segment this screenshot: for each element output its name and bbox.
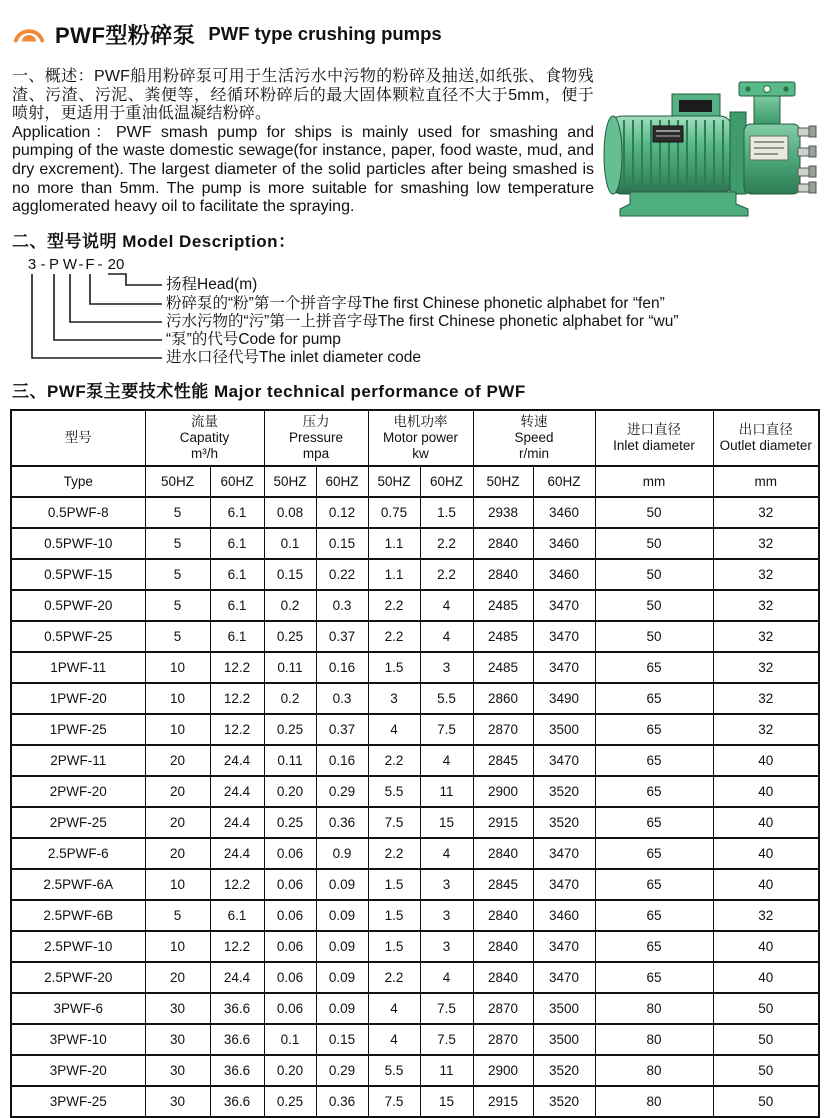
value-cell: 3490 bbox=[533, 683, 595, 714]
value-cell: 2485 bbox=[473, 621, 533, 652]
value-cell: 2845 bbox=[473, 869, 533, 900]
value-cell: 50 bbox=[595, 559, 713, 590]
value-cell: 30 bbox=[145, 993, 210, 1024]
value-cell: 0.9 bbox=[316, 838, 368, 869]
value-cell: 0.11 bbox=[264, 652, 316, 683]
value-cell: 5.5 bbox=[368, 776, 420, 807]
value-cell: 0.20 bbox=[264, 776, 316, 807]
value-cell: 24.4 bbox=[210, 838, 264, 869]
value-cell: 65 bbox=[595, 745, 713, 776]
value-cell: 65 bbox=[595, 869, 713, 900]
value-cell: 5 bbox=[145, 528, 210, 559]
value-cell: 0.12 bbox=[316, 497, 368, 528]
col-header-model: 型号 bbox=[11, 410, 145, 466]
value-cell: 0.3 bbox=[316, 683, 368, 714]
value-cell: 36.6 bbox=[210, 1055, 264, 1086]
value-cell: 0.75 bbox=[368, 497, 420, 528]
value-cell: 40 bbox=[713, 776, 819, 807]
value-cell: 3470 bbox=[533, 962, 595, 993]
value-cell: 4 bbox=[368, 714, 420, 745]
value-cell: 2845 bbox=[473, 745, 533, 776]
col-header-outlet-diameter: 出口直径 Outlet diameter bbox=[713, 410, 819, 466]
value-cell: 24.4 bbox=[210, 807, 264, 838]
model-cell: 3PWF-25 bbox=[11, 1086, 145, 1117]
model-cell: 3PWF-20 bbox=[11, 1055, 145, 1086]
value-cell: 36.6 bbox=[210, 1024, 264, 1055]
value-cell: 1.5 bbox=[368, 900, 420, 931]
value-cell: 10 bbox=[145, 931, 210, 962]
value-cell: 40 bbox=[713, 807, 819, 838]
value-cell: 0.25 bbox=[264, 621, 316, 652]
value-cell: 2870 bbox=[473, 993, 533, 1024]
sub-header-inlet-mm: mm bbox=[595, 466, 713, 497]
value-cell: 2840 bbox=[473, 528, 533, 559]
value-cell: 1.1 bbox=[368, 559, 420, 590]
overview-text-en: Application：PWF smash pump for ships is mainly used for smashing and pumping of the waste domestic sewage(for instance, paper, food waste, mud, and dry excrement). The largest diameter of the solid particles after being smashed is no more than 5mm. The pump is more suitable for smashing low temperature agglomerated heavy oil to facilitate the spraying. bbox=[12, 123, 594, 216]
model-cell: 2.5PWF-6 bbox=[11, 838, 145, 869]
value-cell: 2.2 bbox=[368, 745, 420, 776]
table-row bbox=[11, 683, 819, 714]
col-header-inlet-diameter: 进口直径 Inlet diameter bbox=[595, 410, 713, 466]
value-cell: 30 bbox=[145, 1055, 210, 1086]
pump-illustration bbox=[600, 76, 820, 218]
value-cell: 3 bbox=[420, 900, 473, 931]
value-cell: 20 bbox=[145, 745, 210, 776]
table-row bbox=[11, 869, 819, 900]
value-cell: 0.25 bbox=[264, 807, 316, 838]
value-cell: 0.1 bbox=[264, 528, 316, 559]
value-cell: 1.1 bbox=[368, 528, 420, 559]
value-cell: 3 bbox=[420, 869, 473, 900]
value-cell: 12.2 bbox=[210, 931, 264, 962]
model-cell: 2.5PWF-6A bbox=[11, 869, 145, 900]
performance-heading: 三、PWF泵主要技术性能 Major technical performance of PWF bbox=[12, 381, 526, 401]
value-cell: 80 bbox=[595, 1024, 713, 1055]
value-cell: 6.1 bbox=[210, 528, 264, 559]
value-cell: 2840 bbox=[473, 931, 533, 962]
performance-table bbox=[10, 409, 820, 1118]
table-row bbox=[11, 931, 819, 962]
value-cell: 4 bbox=[420, 745, 473, 776]
value-cell: 5 bbox=[145, 559, 210, 590]
model-code-char: F bbox=[85, 255, 95, 273]
value-cell: 3 bbox=[420, 652, 473, 683]
value-cell: 0.09 bbox=[316, 962, 368, 993]
value-cell: 20 bbox=[145, 807, 210, 838]
table-row bbox=[11, 838, 819, 869]
value-cell: 3470 bbox=[533, 621, 595, 652]
value-cell: 2840 bbox=[473, 962, 533, 993]
value-cell: 0.09 bbox=[316, 869, 368, 900]
value-cell: 65 bbox=[595, 931, 713, 962]
table-row bbox=[11, 621, 819, 652]
value-cell: 32 bbox=[713, 497, 819, 528]
value-cell: 0.29 bbox=[316, 776, 368, 807]
sub-header-50hz: 50HZ bbox=[264, 466, 316, 497]
value-cell: 50 bbox=[595, 621, 713, 652]
value-cell: 0.16 bbox=[316, 745, 368, 776]
value-cell: 7.5 bbox=[420, 993, 473, 1024]
value-cell: 32 bbox=[713, 714, 819, 745]
value-cell: 5 bbox=[145, 497, 210, 528]
value-cell: 6.1 bbox=[210, 900, 264, 931]
value-cell: 12.2 bbox=[210, 683, 264, 714]
value-cell: 3520 bbox=[533, 807, 595, 838]
value-cell: 1.5 bbox=[368, 931, 420, 962]
value-cell: 0.09 bbox=[316, 900, 368, 931]
model-cell: 1PWF-25 bbox=[11, 714, 145, 745]
model-code-connector-lines bbox=[20, 255, 180, 369]
model-code-char: - bbox=[97, 255, 103, 273]
value-cell: 15 bbox=[420, 1086, 473, 1117]
value-cell: 0.36 bbox=[316, 1086, 368, 1117]
value-cell: 2870 bbox=[473, 1024, 533, 1055]
sub-header-outlet-mm: mm bbox=[713, 466, 819, 497]
value-cell: 2.2 bbox=[420, 528, 473, 559]
value-cell: 11 bbox=[420, 1055, 473, 1086]
value-cell: 65 bbox=[595, 838, 713, 869]
value-cell: 32 bbox=[713, 652, 819, 683]
table-row bbox=[11, 1024, 819, 1055]
value-cell: 50 bbox=[595, 497, 713, 528]
value-cell: 2485 bbox=[473, 652, 533, 683]
value-cell: 2915 bbox=[473, 1086, 533, 1117]
value-cell: 32 bbox=[713, 590, 819, 621]
sub-header-50hz: 50HZ bbox=[473, 466, 533, 497]
col-header-speed: 转速 Speed r/min bbox=[473, 410, 595, 466]
value-cell: 0.37 bbox=[316, 621, 368, 652]
model-cell: 1PWF-11 bbox=[11, 652, 145, 683]
value-cell: 0.11 bbox=[264, 745, 316, 776]
model-cell: 2PWF-25 bbox=[11, 807, 145, 838]
value-cell: 0.25 bbox=[264, 714, 316, 745]
value-cell: 50 bbox=[595, 528, 713, 559]
value-cell: 2900 bbox=[473, 776, 533, 807]
model-cell: 0.5PWF-20 bbox=[11, 590, 145, 621]
value-cell: 3470 bbox=[533, 931, 595, 962]
value-cell: 11 bbox=[420, 776, 473, 807]
value-cell: 4 bbox=[368, 993, 420, 1024]
value-cell: 3460 bbox=[533, 497, 595, 528]
model-cell: 0.5PWF-15 bbox=[11, 559, 145, 590]
col-header-motor-power: 电机功率 Motor power kw bbox=[368, 410, 473, 466]
value-cell: 1.5 bbox=[368, 869, 420, 900]
value-cell: 10 bbox=[145, 683, 210, 714]
value-cell: 0.2 bbox=[264, 590, 316, 621]
value-cell: 0.3 bbox=[316, 590, 368, 621]
value-cell: 0.16 bbox=[316, 652, 368, 683]
page-title-en: PWF type crushing pumps bbox=[208, 23, 442, 44]
value-cell: 2.2 bbox=[368, 962, 420, 993]
value-cell: 3500 bbox=[533, 993, 595, 1024]
value-cell: 2.2 bbox=[368, 838, 420, 869]
value-cell: 2870 bbox=[473, 714, 533, 745]
model-cell: 2.5PWF-6B bbox=[11, 900, 145, 931]
model-code-char: - bbox=[40, 255, 46, 273]
col-header-capacity: 流量 Capatity m³/h bbox=[145, 410, 264, 466]
value-cell: 3520 bbox=[533, 776, 595, 807]
value-cell: 3460 bbox=[533, 900, 595, 931]
value-cell: 4 bbox=[420, 590, 473, 621]
value-cell: 80 bbox=[595, 1055, 713, 1086]
value-cell: 2900 bbox=[473, 1055, 533, 1086]
value-cell: 65 bbox=[595, 900, 713, 931]
value-cell: 2840 bbox=[473, 838, 533, 869]
value-cell: 0.08 bbox=[264, 497, 316, 528]
value-cell: 3500 bbox=[533, 714, 595, 745]
value-cell: 12.2 bbox=[210, 869, 264, 900]
value-cell: 40 bbox=[713, 931, 819, 962]
value-cell: 0.29 bbox=[316, 1055, 368, 1086]
doc-header bbox=[12, 18, 818, 50]
table-row bbox=[11, 497, 819, 528]
value-cell: 10 bbox=[145, 869, 210, 900]
value-cell: 20 bbox=[145, 776, 210, 807]
value-cell: 3470 bbox=[533, 745, 595, 776]
value-cell: 5.5 bbox=[420, 683, 473, 714]
table-row bbox=[11, 1086, 819, 1117]
value-cell: 0.37 bbox=[316, 714, 368, 745]
value-cell: 2938 bbox=[473, 497, 533, 528]
model-description-heading: 二、型号说明 Model Description： bbox=[12, 231, 296, 251]
model-cell: 3PWF-6 bbox=[11, 993, 145, 1024]
overview-text-cn: 一、概述：PWF船用粉碎泵可用于生活污水中污物的粉碎及抽送,如纸张、食物残渣、污渣、污泥、粪便等，经循环粉碎后的最大固体颗粒直径不大于5mm，便于喷射，更适用于重油低温凝结粉碎。 bbox=[12, 68, 594, 123]
model-cell: 0.5PWF-25 bbox=[11, 621, 145, 652]
table-row bbox=[11, 776, 819, 807]
value-cell: 65 bbox=[595, 652, 713, 683]
model-code-char: W bbox=[62, 255, 78, 273]
table-row bbox=[11, 993, 819, 1024]
table-row bbox=[11, 528, 819, 559]
value-cell: 32 bbox=[713, 683, 819, 714]
sub-header-50hz: 50HZ bbox=[368, 466, 420, 497]
value-cell: 65 bbox=[595, 776, 713, 807]
value-cell: 6.1 bbox=[210, 590, 264, 621]
model-cell: 0.5PWF-8 bbox=[11, 497, 145, 528]
value-cell: 36.6 bbox=[210, 1086, 264, 1117]
table-row bbox=[11, 1055, 819, 1086]
value-cell: 0.15 bbox=[316, 1024, 368, 1055]
model-cell: 3PWF-10 bbox=[11, 1024, 145, 1055]
value-cell: 2485 bbox=[473, 590, 533, 621]
value-cell: 3470 bbox=[533, 590, 595, 621]
value-cell: 10 bbox=[145, 714, 210, 745]
value-cell: 7.5 bbox=[420, 1024, 473, 1055]
value-cell: 32 bbox=[713, 528, 819, 559]
value-cell: 4 bbox=[420, 962, 473, 993]
value-cell: 2915 bbox=[473, 807, 533, 838]
value-cell: 0.22 bbox=[316, 559, 368, 590]
value-cell: 6.1 bbox=[210, 497, 264, 528]
value-cell: 80 bbox=[595, 993, 713, 1024]
value-cell: 3470 bbox=[533, 869, 595, 900]
table-row bbox=[11, 900, 819, 931]
value-cell: 0.06 bbox=[264, 900, 316, 931]
model-code-char: 3 bbox=[27, 255, 37, 273]
value-cell: 4 bbox=[420, 621, 473, 652]
value-cell: 3470 bbox=[533, 652, 595, 683]
sub-header-60hz: 60HZ bbox=[533, 466, 595, 497]
value-cell: 4 bbox=[368, 1024, 420, 1055]
value-cell: 3 bbox=[420, 931, 473, 962]
table-row bbox=[11, 962, 819, 993]
value-cell: 40 bbox=[713, 962, 819, 993]
table-row bbox=[11, 714, 819, 745]
value-cell: 50 bbox=[713, 1024, 819, 1055]
value-cell: 2860 bbox=[473, 683, 533, 714]
model-cell: 2PWF-20 bbox=[11, 776, 145, 807]
value-cell: 5 bbox=[145, 590, 210, 621]
value-cell: 40 bbox=[713, 838, 819, 869]
value-cell: 3460 bbox=[533, 559, 595, 590]
model-code-char: 20 bbox=[107, 255, 125, 273]
value-cell: 32 bbox=[713, 900, 819, 931]
value-cell: 2840 bbox=[473, 559, 533, 590]
value-cell: 0.15 bbox=[316, 528, 368, 559]
value-cell: 40 bbox=[713, 869, 819, 900]
value-cell: 80 bbox=[595, 1086, 713, 1117]
col-header-pressure: 压力 Pressure mpa bbox=[264, 410, 368, 466]
table-row bbox=[11, 559, 819, 590]
model-cell: 2.5PWF-10 bbox=[11, 931, 145, 962]
value-cell: 3520 bbox=[533, 1086, 595, 1117]
value-cell: 20 bbox=[145, 838, 210, 869]
sub-header-type: Type bbox=[11, 466, 145, 497]
value-cell: 4 bbox=[420, 838, 473, 869]
value-cell: 12.2 bbox=[210, 714, 264, 745]
value-cell: 40 bbox=[713, 745, 819, 776]
model-code-char: - bbox=[78, 255, 84, 273]
value-cell: 32 bbox=[713, 621, 819, 652]
value-cell: 32 bbox=[713, 559, 819, 590]
value-cell: 3520 bbox=[533, 1055, 595, 1086]
model-cell: 2PWF-11 bbox=[11, 745, 145, 776]
value-cell: 6.1 bbox=[210, 559, 264, 590]
model-code-label-wu: 污水污物的“污”第一上拼音字母The first Chinese phonetic alphabet for “wu” bbox=[166, 312, 679, 330]
value-cell: 50 bbox=[713, 1055, 819, 1086]
value-cell: 7.5 bbox=[368, 1086, 420, 1117]
sub-header-60hz: 60HZ bbox=[210, 466, 264, 497]
table-row bbox=[11, 590, 819, 621]
value-cell: 24.4 bbox=[210, 745, 264, 776]
value-cell: 65 bbox=[595, 683, 713, 714]
value-cell: 0.20 bbox=[264, 1055, 316, 1086]
value-cell: 0.06 bbox=[264, 869, 316, 900]
model-code-label-inlet: 进水口径代号The inlet diameter code bbox=[166, 348, 421, 366]
value-cell: 5 bbox=[145, 621, 210, 652]
model-cell: 1PWF-20 bbox=[11, 683, 145, 714]
value-cell: 0.1 bbox=[264, 1024, 316, 1055]
value-cell: 3460 bbox=[533, 528, 595, 559]
table-row bbox=[11, 745, 819, 776]
model-code-label-fen: 粉碎泵的“粉”第一个拼音字母The first Chinese phonetic alphabet for “fen” bbox=[166, 294, 665, 312]
sub-header-60hz: 60HZ bbox=[420, 466, 473, 497]
value-cell: 65 bbox=[595, 807, 713, 838]
value-cell: 0.06 bbox=[264, 993, 316, 1024]
sub-header-50hz: 50HZ bbox=[145, 466, 210, 497]
model-code-label-pump: “泵”的代号Code for pump bbox=[166, 330, 341, 348]
value-cell: 0.09 bbox=[316, 993, 368, 1024]
performance-table-body bbox=[11, 497, 819, 1117]
value-cell: 2.2 bbox=[368, 621, 420, 652]
sub-header-60hz: 60HZ bbox=[316, 466, 368, 497]
model-code-char: P bbox=[48, 255, 60, 273]
value-cell: 12.2 bbox=[210, 652, 264, 683]
value-cell: 0.2 bbox=[264, 683, 316, 714]
value-cell: 50 bbox=[595, 590, 713, 621]
value-cell: 5.5 bbox=[368, 1055, 420, 1086]
model-code-diagram bbox=[20, 255, 818, 369]
table-group-header-row bbox=[11, 410, 819, 466]
value-cell: 30 bbox=[145, 1024, 210, 1055]
value-cell: 1.5 bbox=[420, 497, 473, 528]
value-cell: 50 bbox=[713, 1086, 819, 1117]
value-cell: 3470 bbox=[533, 838, 595, 869]
model-cell: 0.5PWF-10 bbox=[11, 528, 145, 559]
value-cell: 0.15 bbox=[264, 559, 316, 590]
value-cell: 0.06 bbox=[264, 962, 316, 993]
value-cell: 1.5 bbox=[368, 652, 420, 683]
pump-photo bbox=[600, 76, 820, 218]
model-code-label-head: 扬程Head(m) bbox=[166, 275, 258, 293]
value-cell: 65 bbox=[595, 962, 713, 993]
table-row bbox=[11, 652, 819, 683]
value-cell: 3 bbox=[368, 683, 420, 714]
value-cell: 24.4 bbox=[210, 776, 264, 807]
value-cell: 7.5 bbox=[420, 714, 473, 745]
value-cell: 7.5 bbox=[368, 807, 420, 838]
value-cell: 50 bbox=[713, 993, 819, 1024]
value-cell: 65 bbox=[595, 714, 713, 745]
value-cell: 3500 bbox=[533, 1024, 595, 1055]
table-sub-header-row bbox=[11, 466, 819, 497]
value-cell: 2.2 bbox=[420, 559, 473, 590]
table-row bbox=[11, 807, 819, 838]
value-cell: 0.09 bbox=[316, 931, 368, 962]
value-cell: 2.2 bbox=[368, 590, 420, 621]
value-cell: 0.06 bbox=[264, 931, 316, 962]
model-cell: 2.5PWF-20 bbox=[11, 962, 145, 993]
overview-section bbox=[12, 68, 820, 217]
value-cell: 36.6 bbox=[210, 993, 264, 1024]
value-cell: 20 bbox=[145, 962, 210, 993]
page-title-cn: PWF型粉碎泵 bbox=[55, 22, 196, 48]
value-cell: 5 bbox=[145, 900, 210, 931]
value-cell: 30 bbox=[145, 1086, 210, 1117]
value-cell: 0.25 bbox=[264, 1086, 316, 1117]
value-cell: 2840 bbox=[473, 900, 533, 931]
value-cell: 15 bbox=[420, 807, 473, 838]
value-cell: 0.36 bbox=[316, 807, 368, 838]
value-cell: 0.06 bbox=[264, 838, 316, 869]
value-cell: 24.4 bbox=[210, 962, 264, 993]
value-cell: 6.1 bbox=[210, 621, 264, 652]
value-cell: 10 bbox=[145, 652, 210, 683]
orange-arc-logo-icon bbox=[12, 21, 46, 47]
